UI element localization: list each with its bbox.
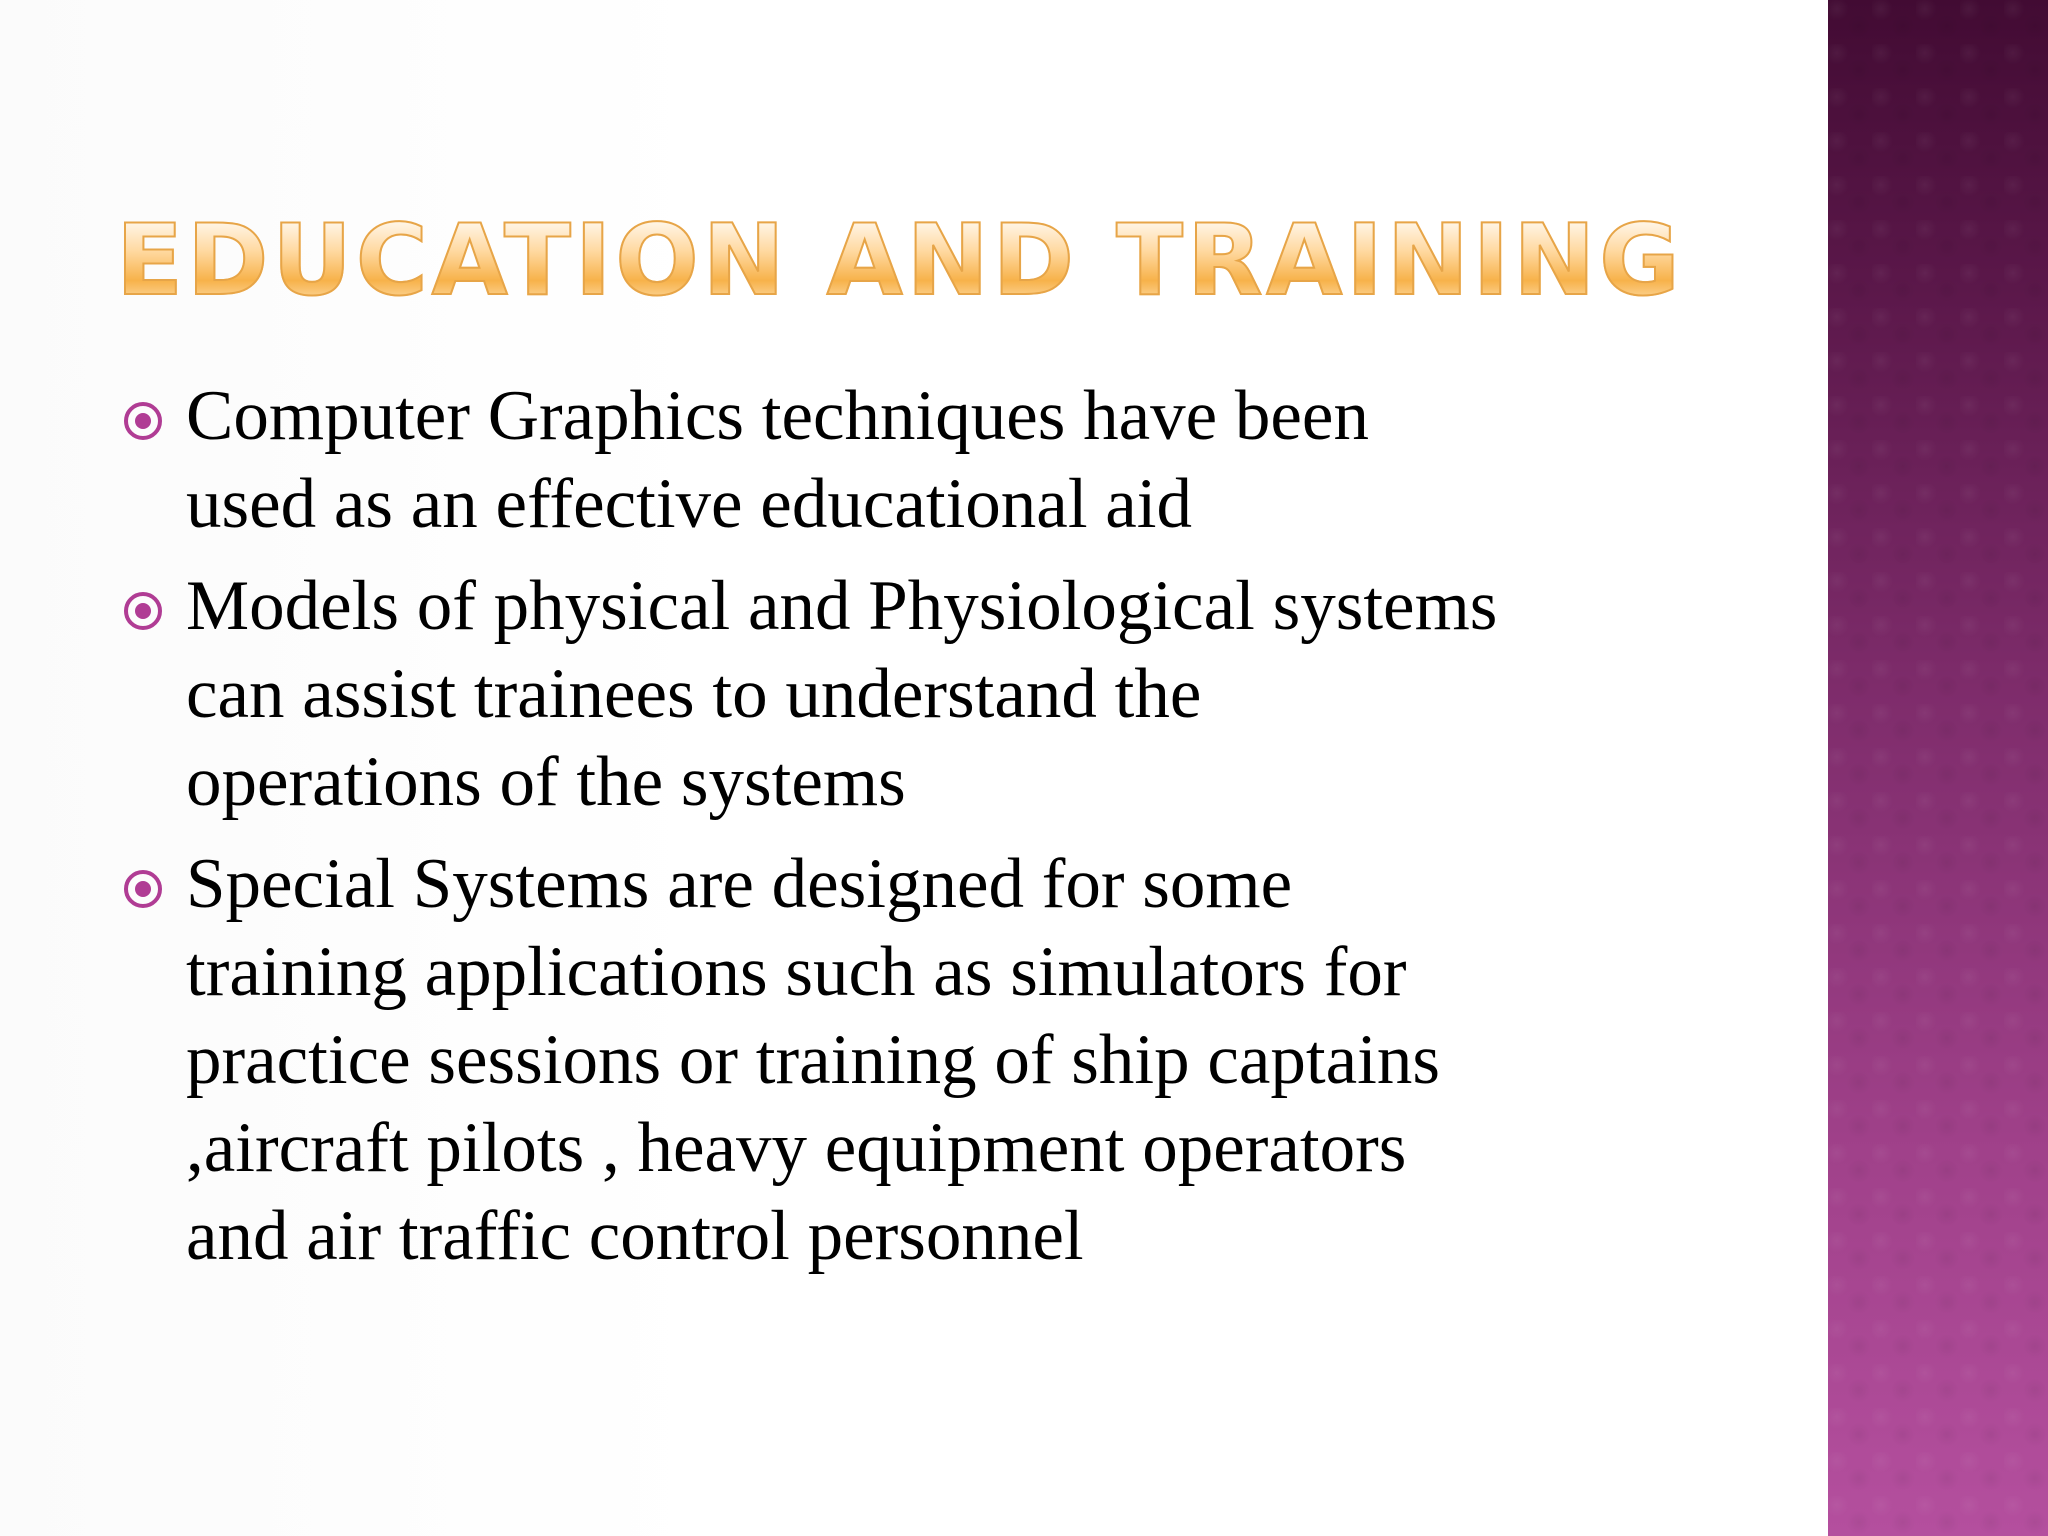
circle-dot-icon bbox=[124, 592, 162, 630]
bullet-item bbox=[124, 840, 1724, 1280]
bullet-line: ,aircraft pilots , heavy equipment operators bbox=[186, 1109, 1407, 1187]
circle-dot-icon bbox=[124, 402, 162, 440]
bullet-line: training applications such as simulators for bbox=[186, 933, 1407, 1011]
bullet-line: Special Systems are designed for some bbox=[186, 845, 1293, 923]
bullet-line: Computer Graphics techniques have been bbox=[186, 377, 1369, 455]
slide-title: EDUCATION AND TRAINING bbox=[116, 204, 1684, 318]
bullet-line: operations of the systems bbox=[186, 743, 906, 821]
bullet-line: can assist trainees to understand the bbox=[186, 655, 1202, 733]
decorative-side-bar bbox=[1828, 0, 2048, 1536]
bullet-list bbox=[124, 372, 1724, 1294]
bullet-line: used as an effective educational aid bbox=[186, 465, 1193, 543]
bullet-line: practice sessions or training of ship captains bbox=[186, 1021, 1441, 1099]
bullet-line: Models of physical and Physiological systems bbox=[186, 567, 1498, 645]
bullet-item bbox=[124, 562, 1724, 826]
bullet-line: and air traffic control personnel bbox=[186, 1197, 1084, 1275]
circle-dot-icon bbox=[124, 870, 162, 908]
bullet-item bbox=[124, 372, 1724, 548]
